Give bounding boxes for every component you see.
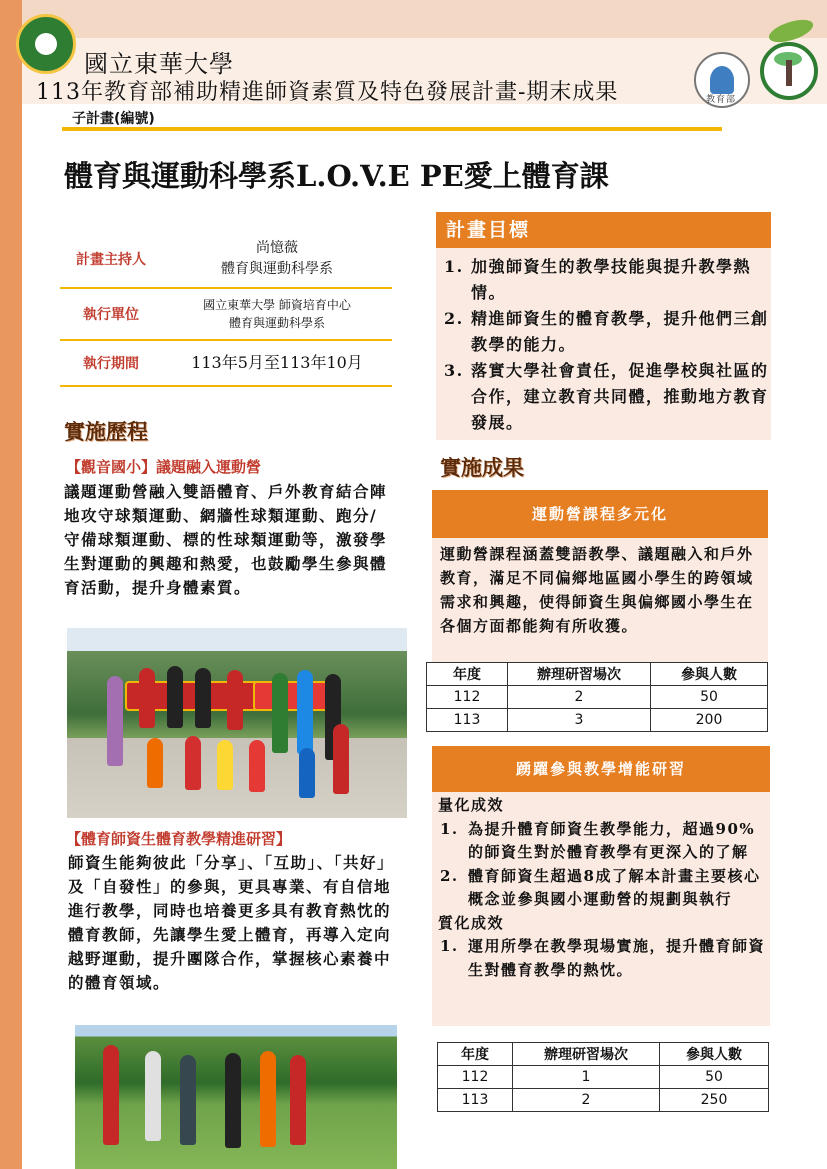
table-header: 辦理研習場次 <box>508 663 651 686</box>
info-row <box>60 230 392 288</box>
table-row <box>427 709 768 732</box>
results-heading: 實施成果 <box>440 455 524 480</box>
page-title: 體育與運動科學系L.O.V.E PE愛上體育課 <box>64 159 609 193</box>
result2-table <box>437 1042 769 1112</box>
sports-camp-photo <box>67 628 407 818</box>
result1-text: 運動營課程涵蓋雙語教學、議題融入和戶外教育，滿足不同偏鄉地區國小學生的跨領域需求和興趣，使得師資生與偏鄉國小學生在各個方面都能夠有所收獲。 <box>440 545 754 635</box>
table-row <box>438 1066 769 1089</box>
left-accent-bar <box>0 0 22 1169</box>
table-cell: 113 <box>438 1089 513 1112</box>
result1-title: 運動營課程多元化 <box>432 490 768 538</box>
process-heading: 實施歷程 <box>64 419 148 444</box>
result2-content <box>438 794 768 982</box>
table-cell: 2 <box>513 1089 660 1112</box>
info-value-line: 體育與運動科學系 <box>221 260 333 277</box>
list-number: 2. <box>440 866 459 885</box>
process-item1-text: 議題運動營融入雙語體育、戶外教育結合陣地攻守球類運動、網牆性球類運動、跑分/守備球類運動、標的性球類運動等，激發學生對運動的興趣和熱愛，也鼓勵學生參與體育活動，提升身體素質。 <box>64 482 388 597</box>
subplan-id: 子計畫(編號) <box>72 111 155 127</box>
list-item <box>440 358 770 436</box>
list-number: 1. <box>440 937 459 955</box>
process-item2-text: 師資生能夠彼此「分享」、「互助」、「共好」及「自發性」的參與，更具專業、有自信地進行教學，同時也培養更多具有教育熱忱的體育教師，先讓學生愛上體育，再導入定向越野運動，提升團隊合作，掌握核心素養中的體育領域。 <box>68 853 395 992</box>
header-band <box>22 0 827 38</box>
info-value-line: 113年5月至113年10月 <box>191 353 363 372</box>
list-item <box>438 935 768 982</box>
list-item <box>438 818 768 865</box>
table-header: 年度 <box>427 663 508 686</box>
quant-list <box>438 818 768 912</box>
info-row <box>60 340 392 386</box>
list-item <box>440 306 770 358</box>
list-item <box>438 865 768 912</box>
info-value-line: 體育與運動科學系 <box>228 316 325 330</box>
list-number: 1. <box>440 819 459 838</box>
photo-banner <box>253 681 333 711</box>
table-cell: 50 <box>651 686 768 709</box>
goals-list <box>440 254 770 436</box>
list-number: 3. <box>444 361 464 380</box>
process-item1-title: 【觀音國小】議題融入運動營 <box>66 458 262 476</box>
list-text: 落實大學社會責任，促進學校與社區的合作，建立教育共同體，推動地方教育發展。 <box>471 361 769 432</box>
qual-label: 質化成效 <box>438 913 505 932</box>
table-header: 年度 <box>438 1043 513 1066</box>
info-table <box>60 230 392 387</box>
orienteering-photo <box>75 1025 397 1169</box>
table-cell: 112 <box>427 686 508 709</box>
program-logo <box>760 42 818 100</box>
list-number: 1. <box>444 257 464 276</box>
list-number: 2. <box>444 309 464 328</box>
table-cell: 2 <box>508 686 651 709</box>
table-header-row <box>438 1043 769 1066</box>
list-text: 為提升體育師資生教學能力，超過90%的師資生對於體育教學有更深入的了解 <box>468 819 756 861</box>
info-label: 執行期間 <box>60 340 162 386</box>
moe-logo-text: 教育部 <box>706 95 737 105</box>
divider <box>62 127 722 131</box>
university-logo <box>16 14 76 74</box>
result1-table <box>426 662 768 732</box>
moe-logo <box>694 52 750 108</box>
info-label: 計畫主持人 <box>60 230 162 288</box>
qual-list <box>438 935 768 982</box>
list-text: 運用所學在教學現場實施，提升體育師資生對體育教學的熱忱。 <box>468 937 766 979</box>
goals-heading: 計畫目標 <box>436 212 771 248</box>
list-text: 體育師資生超過8成了解本計畫主要核心概念並參與國小運動營的規劃與執行 <box>468 866 761 908</box>
table-header: 辦理研習場次 <box>513 1043 660 1066</box>
info-value <box>162 230 392 288</box>
info-value-line: 尚憶薇 <box>256 239 298 256</box>
info-row <box>60 288 392 340</box>
result2-title: 踴躍參與教學增能研習 <box>432 746 770 792</box>
table-cell: 3 <box>508 709 651 732</box>
list-text: 加強師資生的教學技能與提升教學熱情。 <box>471 257 752 302</box>
info-value <box>162 340 392 386</box>
quant-label: 量化成效 <box>438 796 505 814</box>
table-row <box>438 1089 769 1112</box>
table-cell: 50 <box>660 1066 769 1089</box>
table-cell: 112 <box>438 1066 513 1089</box>
info-value <box>162 288 392 340</box>
process-item2-title: 【體育師資生體育教學精進研習】 <box>66 830 292 848</box>
table-cell: 200 <box>651 709 768 732</box>
list-text: 精進師資生的體育教學，提升他們三創教學的能力。 <box>471 309 769 354</box>
plan-title: 113年教育部補助精進師資素質及特色發展計畫-期末成果 <box>36 80 619 105</box>
info-label: 執行單位 <box>60 288 162 340</box>
table-header: 參與人數 <box>660 1043 769 1066</box>
info-value-line: 國立東華大學 師資培育中心 <box>203 298 351 312</box>
university-name: 國立東華大學 <box>84 50 234 78</box>
list-item <box>440 254 770 306</box>
table-cell: 113 <box>427 709 508 732</box>
table-header: 參與人數 <box>651 663 768 686</box>
table-row <box>427 686 768 709</box>
table-cell: 1 <box>513 1066 660 1089</box>
table-header-row <box>427 663 768 686</box>
table-cell: 250 <box>660 1089 769 1112</box>
